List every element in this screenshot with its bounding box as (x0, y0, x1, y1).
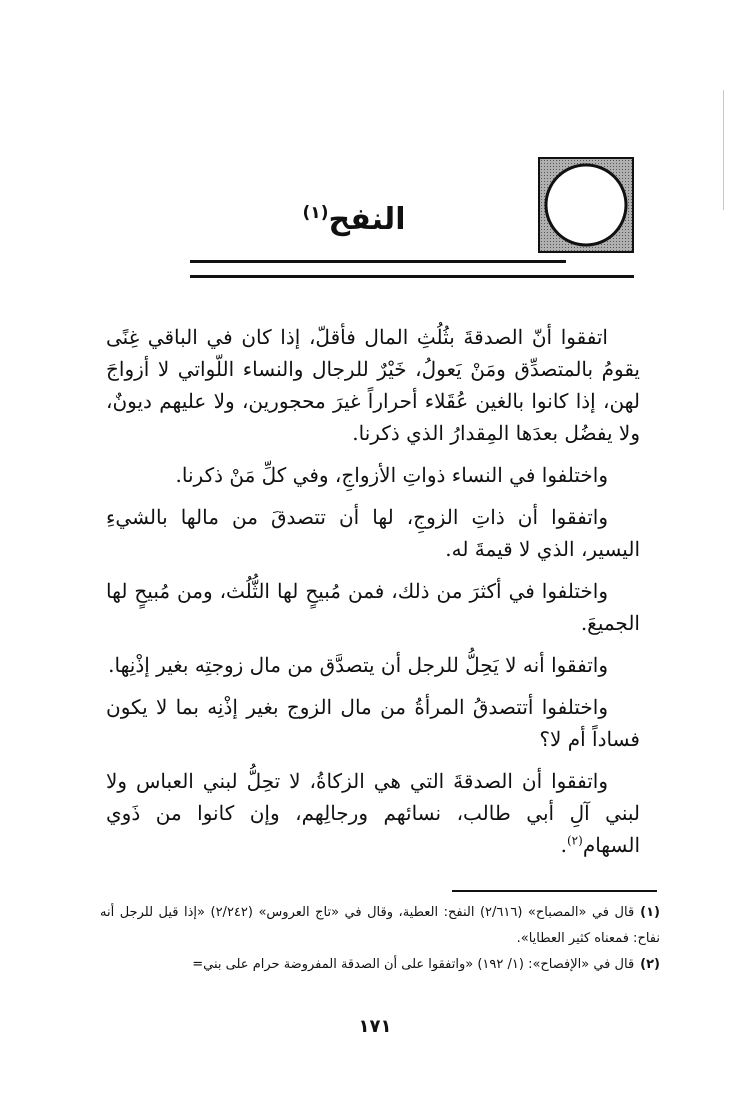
paragraph-2: واختلفوا في النساء ذواتِ الأزواجِ، وفي كلِّ مَنْ ذكرنا. (175, 463, 608, 487)
paragraph-7: واتفقوا أن الصدقةَ التي هي الزكاةُ، لا تحِلُّ لبني العباس ولا لبني آلِ أبي طالب، نسائهم ورجالِهم، وإن كانوا من ذَوي السهام$^{(٢)}$. (106, 769, 640, 857)
paragraph-7-footnote-ref: (٢) (566, 833, 583, 848)
footnote-2-text: قال في «الإفصاح»: (١/ ١٩٢) «واتفقوا على أن الصدقة المفروضة حرام على بني= (192, 957, 635, 972)
paragraph-4: واختلفوا في أكثرَ من ذلك، فمن مُبيحٍ لها الثُّلُث، ومن مُبيحٍ لها الجميعَ. (106, 579, 640, 635)
title-rule-bottom (190, 275, 634, 278)
footnote-2-number: (٢) (640, 957, 660, 972)
chapter-emblem-icon (538, 157, 634, 253)
chapter-title: النفح$^{(١)}$ (302, 202, 406, 237)
paragraph-5: واتفقوا أنه لا يَحِلُّ للرجل أن يتصدَّق من مال زوجتِه بغير إذْنِها. (108, 653, 608, 677)
footnote-1-number: (١) (640, 905, 660, 920)
body-text (106, 321, 640, 871)
page-edge-line (723, 90, 724, 210)
title-footnote-ref: (١) (302, 203, 329, 223)
paragraph-6: واختلفوا أتتصدقُ المرأةُ من مال الزوج بغير إذْنِه بما لا يكون فساداً أم لا؟ (106, 695, 640, 751)
paragraph-3: واتفقوا أن ذاتِ الزوجِ، لها أن تتصدقَ من مالها بالشيءِ اليسير، الذي لا قيمةَ له. (106, 505, 640, 561)
footnote-2 (100, 952, 660, 978)
footnote-separator (452, 890, 657, 892)
footnote-1 (100, 900, 660, 952)
footnote-1-text: قال في «المصباح» (٢/٦١٦) النفح: العطية، وقال في «تاج العروس» (٢/٢٤٢) «إذا قيل للرجل أنه نفاح: فمعناه كثير العطايا». (100, 905, 660, 946)
chapter-title-block (188, 190, 520, 250)
page-number: ١٧١ (358, 1016, 392, 1037)
footnotes (100, 900, 660, 978)
title-rule-top (190, 260, 566, 263)
paragraph-1: اتفقوا أنّ الصدقةَ بثُلُثِ المال فأقلّ، إذا كان في الباقي غِنًى يقومُ بالمتصدِّق ومَنْ يَعولُ، خَيْرٌ للرجال والنساء اللّواتي لا أزواجَ لهن، إذا كانوا بالغين عُقَلاء أحراراً غيرَ محجورين، ولا عليهم ديونٌ، ولا يفضُل بعدَها المِقدارُ الذي ذكرنا. (106, 325, 640, 445)
